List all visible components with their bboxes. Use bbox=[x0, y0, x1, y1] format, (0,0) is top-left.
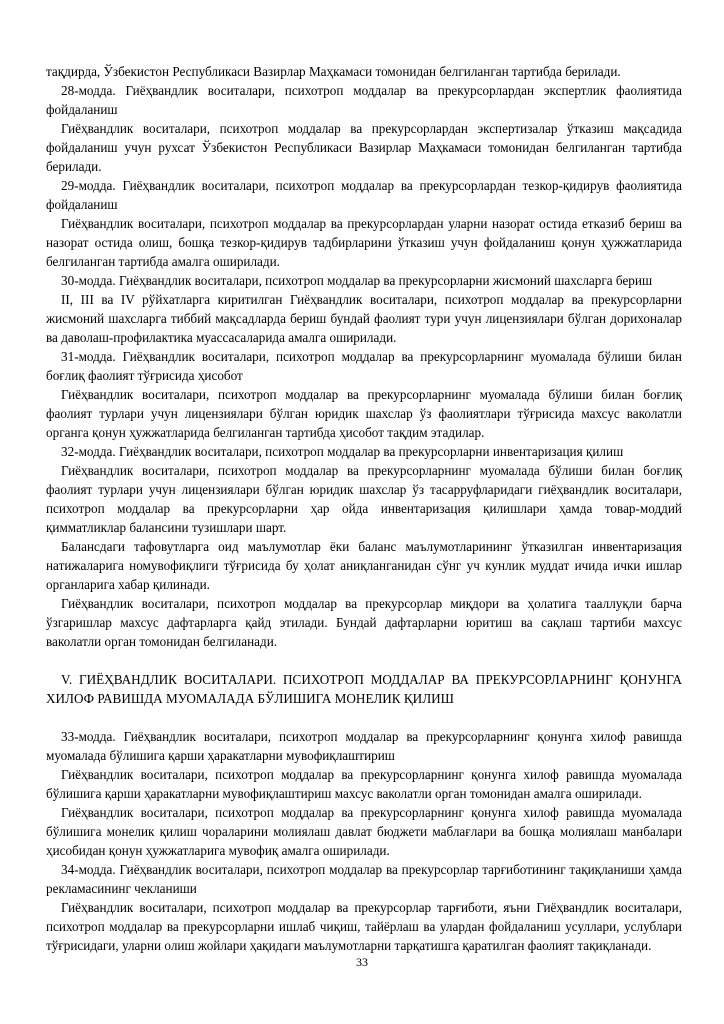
section-spacer bbox=[46, 708, 682, 727]
section-heading: V. ГИЁҲВАНДЛИК ВОСИТАЛАРИ. ПСИХОТРОП МОДДАЛАР ВА ПРЕКУРСОРЛАРНИНГ ҚОНУНГА ХИЛОФ РАВИШДА МУОМАЛАДА БЎЛИШИГА МОНЕЛИК ҚИЛИШ bbox=[46, 672, 682, 706]
article-title: 33-модда. Гиёҳвандлик воситалари, психотроп моддалар ва прекурсорларнинг қонунга хилоф равишда муомалада бўлишига қарши ҳаракатларни мувофиқлаштириш bbox=[46, 729, 682, 763]
paragraph: тақдирда, Ўзбекистон Республикаси Вазирлар Маҳкамаси томонидан белгиланган тартибда берилади. bbox=[46, 64, 621, 79]
paragraph: Гиёҳвандлик воситалари, психотроп моддалар ва прекурсорларнинг муомалада бўлиши билан боғлиқ фаолият турлари учун лицензиялари бўлган юридик шахслар ўз фаолиятлари тўғрисида махсус ваколатли органга қонун ҳужжатларида белгиланган тартибда ҳисобот тақдим этадилар. bbox=[46, 387, 682, 440]
paragraph: Гиёҳвандлик воситалари, психотроп моддалар ва прекурсорларнинг қонунга хилоф равишда муомалада бўлишига монелик қилиш чораларини молиялаш давлат бюджети маблағлари ва бошқа молиялаш манбалари ҳисобидан қонун ҳужжатларига мувофиқ амалга оширилади. bbox=[46, 805, 682, 858]
paragraph: Гиёҳвандлик воситалари, психотроп моддалар ва прекурсорлар миқдори ва ҳолатига тааллуқли барча ўзгаришлар махсус дафтарларга қайд этилади. Бундай дафтарларни юритиш ва сақлаш тартиби махсус ваколатли орган томонидан белгиланади. bbox=[46, 596, 682, 649]
document-body bbox=[46, 62, 682, 955]
paragraph: II, III ва IV рўйхатларга киритилган Гиёҳвандлик воситалари, психотроп моддалар ва прекурсорларни жисмоний шахсларга тиббий мақсадларда бериш бундай фаолият тури учун лицензиялари бўлган дорихоналар ва даволаш-профилактика муассасаларида амалга оширилади. bbox=[46, 292, 682, 345]
article-title: 30-модда. Гиёҳвандлик воситалари, психотроп моддалар ва прекурсорларни жисмоний шахсларга бериш bbox=[61, 273, 653, 288]
article-title: 29-модда. Гиёҳвандлик воситалари, психотроп моддалар ва прекурсорлардан тезкор-қидирув фаолиятида фойдаланиш bbox=[46, 178, 682, 212]
article-title: 34-модда. Гиёҳвандлик воситалари, психотроп моддалар ва прекурсорлар тарғиботининг тақиқланиши ҳамда рекламасининг чекланиши bbox=[46, 862, 682, 896]
article-title: 32-модда. Гиёҳвандлик воситалари, психотроп моддалар ва прекурсорларни инвентаризация қилиш bbox=[61, 444, 624, 459]
article-title: 31-модда. Гиёҳвандлик воситалари, психотроп моддалар ва прекурсорларнинг муомалада бўлиши билан боғлиқ фаолият тўғрисида ҳисобот bbox=[46, 349, 682, 383]
paragraph: Гиёҳвандлик воситалари, психотроп моддалар ва прекурсорларнинг қонунга хилоф равишда муомалада бўлишига қарши ҳаракатларни мувофиқлаштириш махсус ваколатли орган томонидан амалга оширилади. bbox=[46, 767, 682, 801]
article-title: 28-модда. Гиёҳвандлик воситалари, психотроп моддалар ва прекурсорлардан экспертлик фаолиятида фойдаланиш bbox=[46, 83, 682, 117]
paragraph: Балансдаги тафовутларга оид маълумотлар ёки баланс маълумотларининг ўтказилган инвентаризация натижаларига номувофиқлиги тўғрисида бу ҳолат аниқланганидан сўнг уч кунлик муддат ичида ички ишлар органларига хабар қилинади. bbox=[46, 539, 682, 592]
paragraph: Гиёҳвандлик воситалари, психотроп моддалар ва прекурсорлар тарғиботи, яъни Гиёҳвандлик воситалари, психотроп моддалар ва прекурсорларни ишлаб чиқиш, тайёрлаш ва улардан фойдаланиш усуллари, услублари тўғрисидаги, уларни олиш жойлари ҳақидаги маълумотларни тарқатишга қаратилган фаолият тақиқланади. bbox=[46, 900, 682, 953]
paragraph: Гиёҳвандлик воситалари, психотроп моддалар ва прекурсорлардан уларни назорат остида етказиб бериш ва назорат остида олиш, бошқа тезкор-қидирув тадбирларини ўтказиш учун фойдаланиш қонун ҳужжатларида белгиланган тартибда амалга оширилади. bbox=[46, 216, 682, 269]
paragraph: Гиёҳвандлик воситалари, психотроп моддалар ва прекурсорлардан экспертизалар ўтказиш мақсадида фойдаланиш учун рухсат Ўзбекистон Республикаси Вазирлар Маҳкамаси томонидан белгиланган тартибда берилади. bbox=[46, 121, 682, 174]
section-spacer bbox=[46, 651, 682, 670]
page-number: 33 bbox=[356, 955, 368, 969]
paragraph: Гиёҳвандлик воситалари, психотроп моддалар ва прекурсорларнинг муомалада бўлиши билан боғлиқ фаолият турлари учун лицензиялари бўлган юридик шахслар ўз тасарруфларидаги гиёҳвандлик воситалари, психотроп моддалар ва прекурсорларни ҳар ойда инвентаризация қилишлари ҳамда товар-моддий қимматликлар балансини тузишлари шарт. bbox=[46, 463, 682, 535]
